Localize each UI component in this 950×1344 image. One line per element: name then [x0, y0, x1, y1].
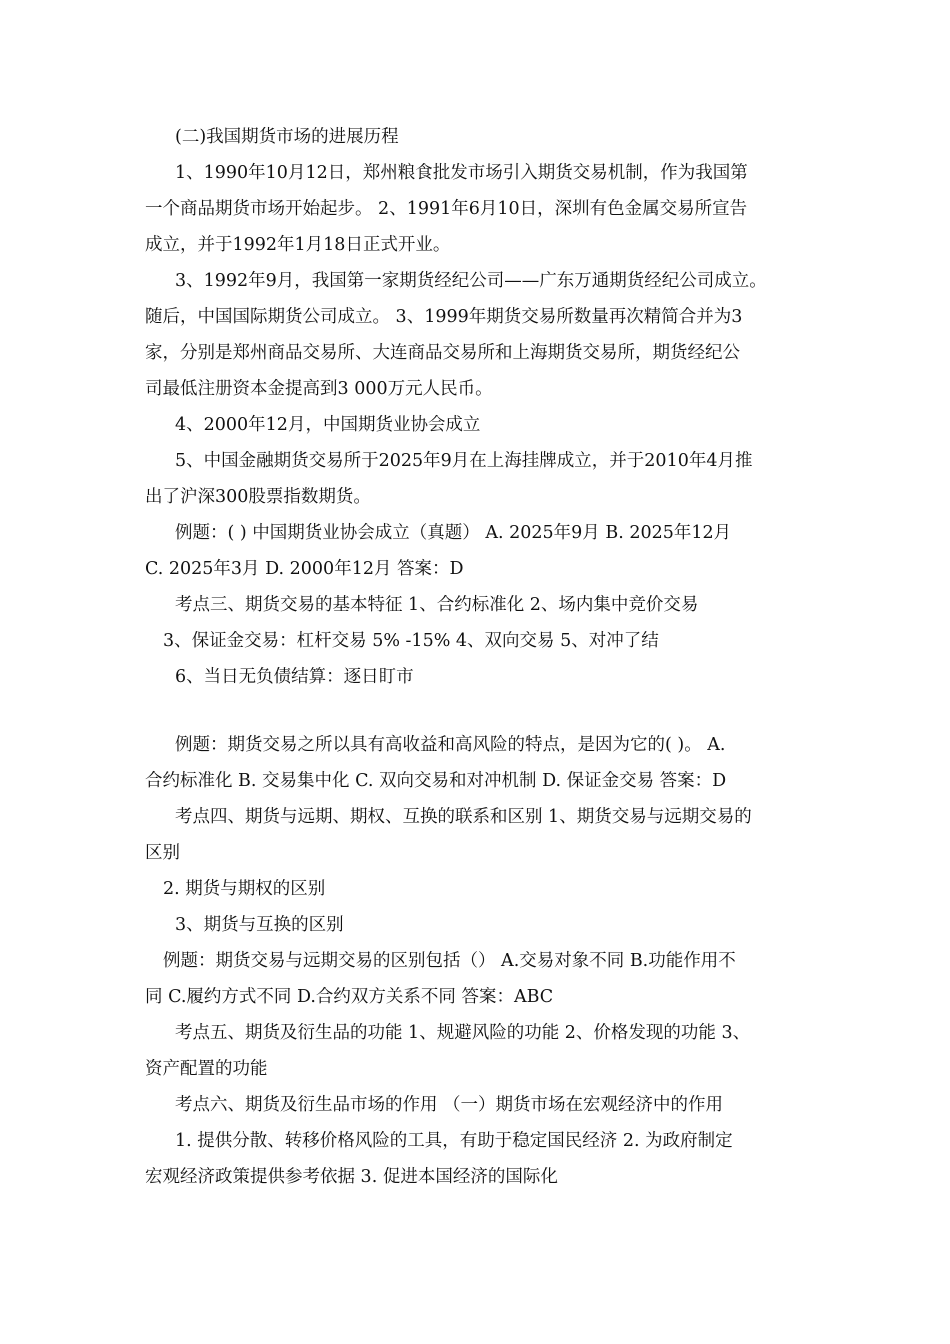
paragraph-line: 2. 期货与期权的区别 — [163, 879, 326, 899]
paragraph-line: 4、2000年12月，中国期货业协会成立 — [175, 415, 481, 435]
key-point-heading: 考点五、期货及衍生品的功能 1、规避风险的功能 2、价格发现的功能 3、 — [175, 1023, 751, 1043]
paragraph-line: 3、期货与互换的区别 — [175, 915, 344, 935]
example-question: 例题：( ) 中国期货业协会成立（真题） A. 2025年9月 B. 2025年12月 — [175, 523, 732, 543]
example-answer: 同 C.履约方式不同 D.合约双方关系不同 答案：ABC — [145, 987, 554, 1007]
paragraph-line: 成立，并于1992年1月18日正式开业。 — [145, 235, 451, 255]
paragraph-line: 区别 — [145, 843, 180, 863]
paragraph-line: 3、保证金交易：杠杆交易 5% -15% 4、双向交易 5、对冲了结 — [163, 631, 659, 651]
key-point-heading: 考点四、期货与远期、期权、互换的联系和区别 1、期货交易与远期交易的 — [175, 807, 752, 827]
example-answer: 合约标准化 B. 交易集中化 C. 双向交易和对冲机制 D. 保证金交易 答案：D — [145, 771, 727, 791]
paragraph-line: 出了沪深300股票指数期货。 — [145, 487, 371, 507]
section-heading: (二)我国期货市场的进展历程 — [175, 127, 399, 147]
paragraph-line: 5、中国金融期货交易所于2025年9月在上海挂牌成立，并于2010年4月推 — [175, 451, 753, 471]
example-answer: C. 2025年3月 D. 2000年12月 答案：D — [145, 559, 464, 579]
paragraph-line: 随后，中国国际期货公司成立。 3、1999年期货交易所数量再次精简合并为3 — [145, 307, 743, 327]
paragraph-line: 3、1992年9月，我国第一家期货经纪公司——广东万通期货经纪公司成立。 — [175, 271, 767, 291]
paragraph-line: 家，分别是郑州商品交易所、大连商品交易所和上海期货交易所，期货经纪公 — [145, 343, 740, 363]
key-point-heading: 考点六、期货及衍生品市场的作用 （一）期货市场在宏观经济中的作用 — [175, 1095, 724, 1115]
paragraph-line: 资产配置的功能 — [145, 1059, 268, 1079]
paragraph-line: 1. 提供分散、转移价格风险的工具，有助于稳定国民经济 2. 为政府制定 — [175, 1131, 733, 1151]
paragraph-line: 宏观经济政策提供参考依据 3. 促进本国经济的国际化 — [145, 1167, 558, 1187]
paragraph-line: 司最低注册资本金提高到3 000万元人民币。 — [145, 379, 493, 399]
example-question: 例题：期货交易之所以具有高收益和高风险的特点，是因为它的( )。 A. — [175, 735, 726, 755]
paragraph-line: 1、1990年10月12日，郑州粮食批发市场引入期货交易机制，作为我国第 — [175, 163, 748, 183]
paragraph-line: 一个商品期货市场开始起步。 2、1991年6月10日，深圳有色金属交易所宣告 — [145, 199, 748, 219]
key-point-heading: 考点三、期货交易的基本特征 1、合约标准化 2、场内集中竞价交易 — [175, 595, 699, 615]
paragraph-line: 6、当日无负债结算：逐日盯市 — [175, 667, 414, 687]
example-question: 例题：期货交易与远期交易的区别包括（） A.交易对象不同 B.功能作用不 — [163, 951, 736, 971]
